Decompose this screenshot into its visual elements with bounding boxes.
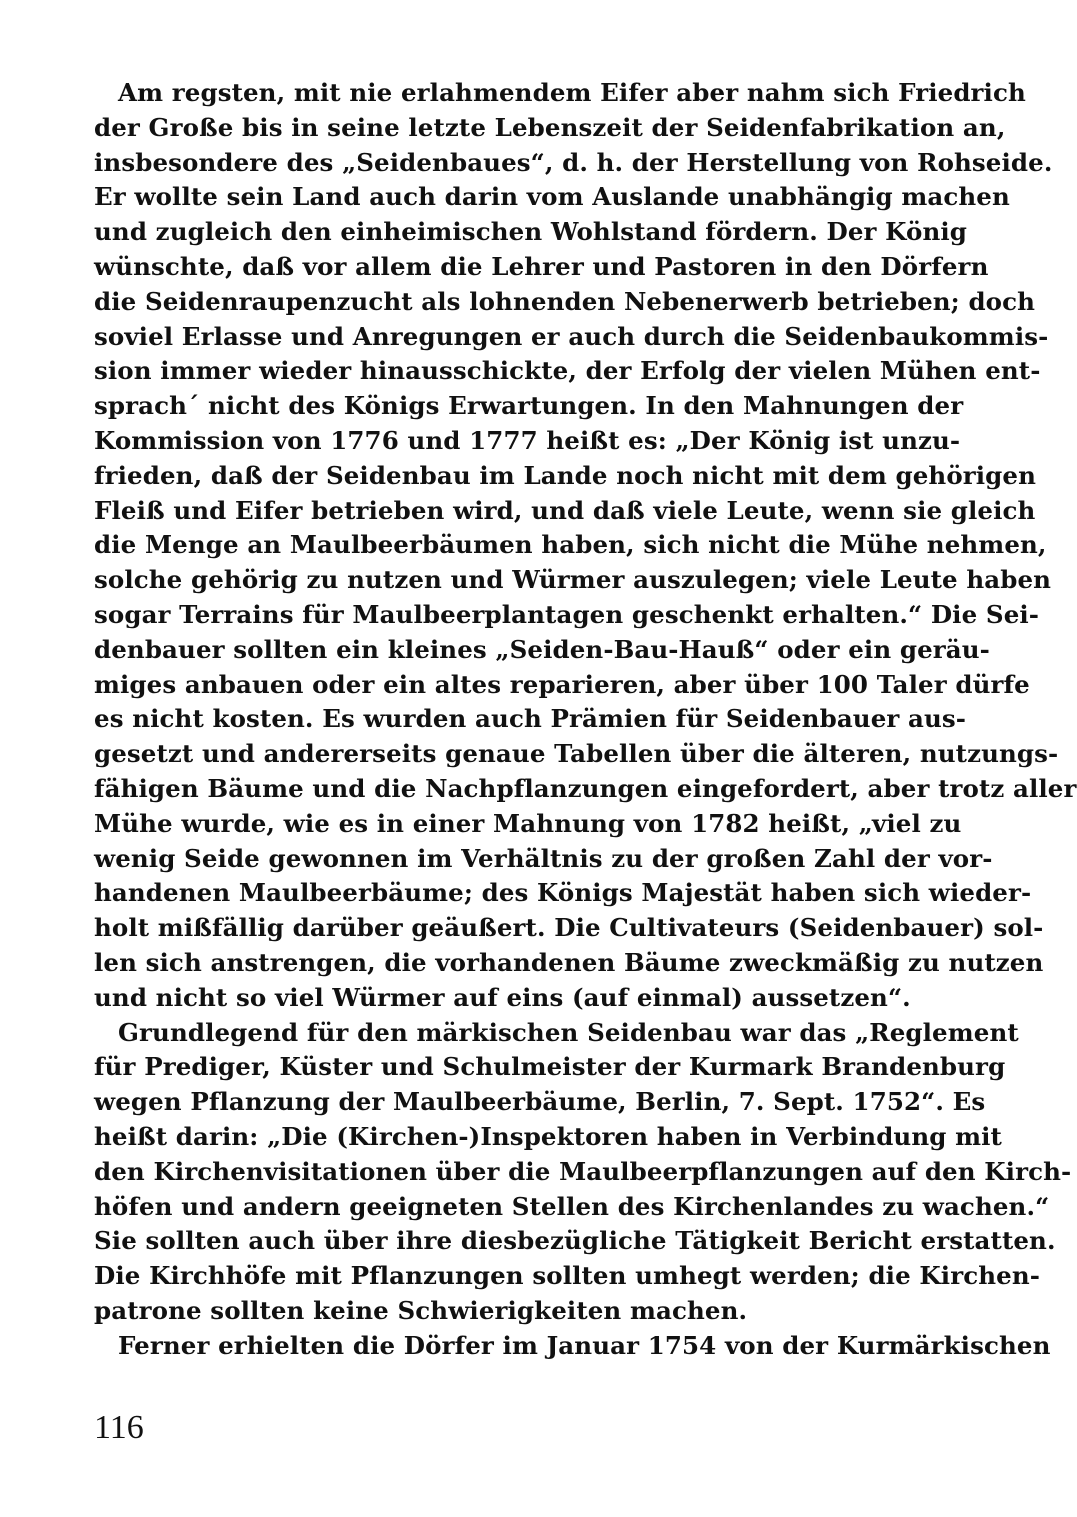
text-line: wünschte, daß vor allem die Lehrer und Pastoren in den Dörfern	[94, 251, 989, 281]
text-line: fähigen Bäume und die Nachpflanzungen eingefordert, aber trotz aller	[94, 773, 1077, 803]
paragraph-1	[94, 76, 1077, 1016]
text-line: sprach´ nicht des Königs Erwartungen. In den Mahnungen der	[94, 391, 964, 421]
text-line: gesetzt und andererseits genaue Tabellen über die älteren, nutzungs-	[94, 739, 1059, 769]
text-line: Fleiß und Eifer betrieben wird, und daß viele Leute, wenn sie gleich	[94, 495, 1036, 525]
page-number: 116	[94, 1409, 144, 1446]
text-line: den Kirchenvisitationen über die Maulbeerpflanzungen auf den Kirch-	[94, 1156, 1072, 1186]
text-line: soviel Erlasse und Anregungen er auch durch die Seidenbaukommis-	[94, 321, 1049, 351]
text-line: Die Kirchhöfe mit Pflanzungen sollten umhegt werden; die Kirchen-	[94, 1261, 1041, 1291]
text-line: Ferner erhielten die Dörfer im Januar 1754 von der Kurmärkischen	[118, 1330, 1051, 1360]
text-line: miges anbauen oder ein altes reparieren, aber über 100 Taler dürfe	[94, 669, 1030, 699]
paragraph-2	[94, 1016, 1072, 1329]
text-line: für Prediger, Küster und Schulmeister der Kurmark Brandenburg	[94, 1052, 1006, 1082]
text-line: sion immer wieder hinausschickte, der Erfolg der vielen Mühen ent-	[94, 356, 1041, 386]
text-line: und nicht so viel Würmer auf eins (auf einmal) aussetzen“.	[94, 982, 911, 1012]
text-line: und zugleich den einheimischen Wohlstand fördern. Der König	[94, 217, 968, 247]
text-line: handenen Maulbeerbäume; des Königs Majestät haben sich wieder-	[94, 878, 1032, 908]
text-line: höfen und andern geeigneten Stellen des Kirchenlandes zu wachen.“	[94, 1191, 1050, 1221]
text-line: die Seidenraupenzucht als lohnenden Nebenerwerb betrieben; doch	[94, 286, 1036, 316]
text-line: denbauer sollten ein kleines „Seiden-Bau-Hauß“ oder ein geräu-	[94, 634, 990, 664]
text-line: solche gehörig zu nutzen und Würmer auszulegen; viele Leute haben	[94, 565, 1052, 595]
text-line: Sie sollten auch über ihre diesbezügliche Tätigkeit Bericht erstatten.	[94, 1226, 1056, 1256]
text-line: patrone sollten keine Schwierigkeiten machen.	[94, 1295, 748, 1325]
text-line: sogar Terrains für Maulbeerplantagen geschenkt erhalten.“ Die Sei-	[94, 599, 1040, 629]
text-line: Am regsten, mit nie erlahmendem Eifer aber nahm sich Friedrich	[118, 78, 1026, 107]
text-line: wenig Seide gewonnen im Verhältnis zu der großen Zahl der vor-	[94, 843, 993, 873]
text-line: wegen Pflanzung der Maulbeerbäume, Berlin, 7. Sept. 1752“. Es	[94, 1087, 986, 1117]
text-line: heißt darin: „Die (Kirchen-)Inspektoren haben in Verbindung mit	[94, 1121, 1002, 1151]
text-line: Mühe wurde, wie es in einer Mahnung von 1782 heißt, „viel zu	[94, 808, 962, 838]
text-line: die Menge an Maulbeerbäumen haben, sich nicht die Mühe nehmen,	[94, 530, 1047, 560]
text-line: frieden, daß der Seidenbau im Lande noch nicht mit dem gehörigen	[94, 460, 1037, 490]
paragraph-3	[94, 1329, 1051, 1364]
text-line: holt mißfällig darüber geäußert. Die Cultivateurs (Seidenbauer) sol-	[94, 913, 1044, 943]
text-line: Er wollte sein Land auch darin vom Auslande unabhängig machen	[94, 182, 1010, 212]
text-line: Grundlegend für den märkischen Seidenbau war das „Reglement	[118, 1017, 1019, 1047]
text-line: der Große bis in seine letzte Lebenszeit der Seidenfabrikation an,	[94, 112, 1006, 142]
text-line: es nicht kosten. Es wurden auch Prämien für Seidenbauer aus-	[94, 704, 967, 734]
text-line: insbesondere des „Seidenbaues“, d. h. der Herstellung von Rohseide.	[94, 147, 1053, 177]
text-line: len sich anstrengen, die vorhandenen Bäume zweckmäßig zu nutzen	[94, 947, 1044, 977]
page-body	[94, 76, 1077, 1363]
text-line: Kommission von 1776 und 1777 heißt es: „Der König ist unzu-	[94, 425, 961, 455]
